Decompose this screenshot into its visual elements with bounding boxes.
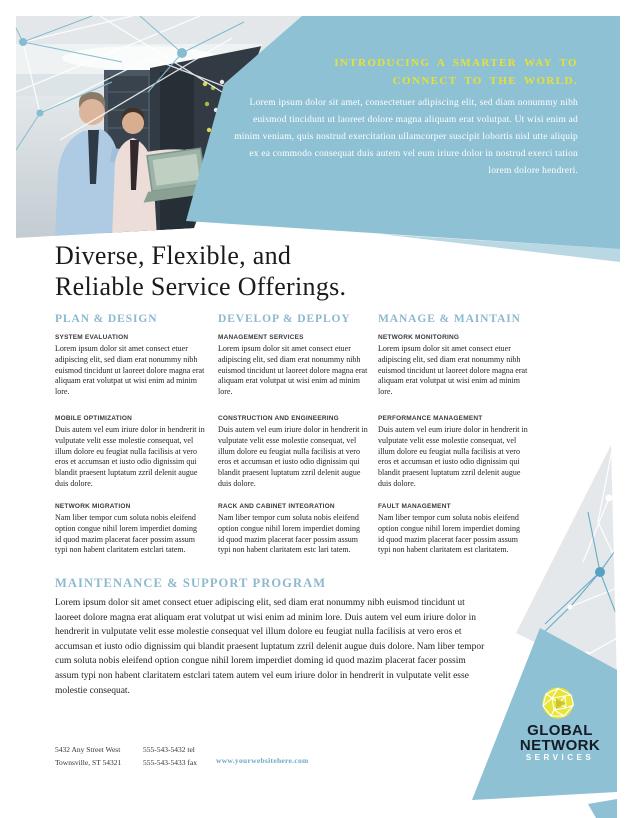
column-header: DEVELOP & DEPLOY xyxy=(218,313,351,325)
maintenance-section-body: Lorem ipsum dolor sit amet consect etuer adipiscing elit, sed diam erat nonummy nibh euismod tincidunt ut laoreet dolore magna erat aliquam erat volutpat ut wisi enim ad minim lore. Duis autem vel eum iriure dolor in hendrerit in vulputate velit esse molestie consequat vel illum dolore eu feugiat nulla facilisis at vero eros et accumsan et iusto odio dignissim qui blandit praesent luptatum zzril delenit augue duis dolore. Nam liber tempor cum soluta nobis eleifend option congue nihil lorem imperdiet doming id quod mazim placerat facer possim assum typi non habent claritatem estclari tatem autem vel eum iriure dolor in hendrerit in vulputate velit esse molestie consequat. xyxy=(55,598,485,696)
service-label: NETWORK MONITORING xyxy=(378,334,460,341)
headline-line1: Diverse, Flexible, and xyxy=(55,241,292,270)
banner-body-text: Lorem ipsum dolor sit amet, consectetuer adipiscing elit, sed diam nonummy nibh euismod tincidunt ut laoreet dolore magna aliquam erat volutpat. Ut wisi enim ad minim veniam, quis nostrud exercitation ullamcorper suscipit lobortis nisl utte aliquip ex ea commodo consequat duis autem vel eum iriure dolor in nostrud exerci tation lorem dolore hendreri. xyxy=(234,98,578,176)
service-body: Nam liber tempor cum soluta nobis eleifend option congue nihil lorem imperdiet doming id quod mazim placerat facer possim assum typi non habent claritatem estc lari tatem. xyxy=(218,513,360,555)
service-label: MOBILE OPTIMIZATION xyxy=(55,415,132,422)
logo-name-line1: GLOBAL xyxy=(527,722,593,739)
globe-icon xyxy=(543,688,574,719)
logo-tagline: SERVICES xyxy=(525,753,595,762)
headline-line2: Reliable Service Offerings. xyxy=(55,272,347,301)
footer-address-line1: 5432 Any Street West xyxy=(55,745,121,754)
service-body: Duis autem vel eum iriure dolor in hendrerit in vulputate velit esse molestie consequat, vel illum dolore eu feugiat nulla facilisis at vero eros et accumsan et iusto odio dignissim qui blandit praesent luptatum zzril delenit augue duis dolore. xyxy=(55,425,205,488)
banner-title-line1: INTRODUCING A SMARTER WAY TO xyxy=(334,57,578,69)
corner-shape xyxy=(588,799,617,818)
footer-phone-tel: 555-543-5432 tel xyxy=(143,745,195,754)
maintenance-section-header: MAINTENANCE & SUPPORT PROGRAM xyxy=(55,576,327,590)
service-block-performance-management xyxy=(378,415,528,490)
column-header: PLAN & DESIGN xyxy=(55,313,158,325)
service-body: Nam liber tempor cum soluta nobis eleifend option congue nihil lorem imperdiet doming id quod mazim placerat facer possim assum typi non habent claritatem est claritatem. xyxy=(378,513,520,555)
service-body: Lorem ipsum dolor sit amet consect etuer adipiscing elit, sed diam erat nonummy nibh euismod tincidunt ut laoreet dolore magna erat aliquam erat volutpat ut wisi enim ad minim lore. xyxy=(378,344,528,397)
footer-phones xyxy=(143,743,197,769)
footer-phone-fax: 555-543-5433 fax xyxy=(143,758,197,767)
banner-title-line2: CONNECT TO THE WORLD. xyxy=(392,74,578,87)
column-develop-deploy xyxy=(218,313,368,325)
service-block-network-migration xyxy=(55,503,205,556)
service-block-mobile-optimization xyxy=(55,415,205,490)
service-block-rack-cabinet-integration xyxy=(218,503,368,556)
page-headline xyxy=(55,240,346,302)
logo-wordmark xyxy=(505,724,615,753)
service-block-fault-management xyxy=(378,503,528,556)
service-label: MANAGEMENT SERVICES xyxy=(218,334,304,341)
service-body: Nam liber tempor cum soluta nobis eleifend option congue nihil lorem imperdiet doming id quod mazim placerat facer possim assum typi non habent claritatem estclari tatem. xyxy=(55,513,197,555)
column-header: MANAGE & MAINTAIN xyxy=(378,313,521,325)
website-link[interactable]: www.yourwebsitehere.com xyxy=(216,756,309,765)
service-block-construction-engineering xyxy=(218,415,368,490)
service-body: Lorem ipsum dolor sit amet consect etuer adipiscing elit, sed diam erat nonummy nibh euismod tincidunt ut laoreet dolore magna erat aliquam erat volutpat ut wisi enim ad minim lore. xyxy=(218,344,368,397)
service-block-management-services xyxy=(218,334,368,398)
service-label: SYSTEM EVALUATION xyxy=(55,334,129,341)
service-block-system-evaluation xyxy=(55,334,205,398)
service-block-network-monitoring xyxy=(378,334,528,398)
service-body: Lorem ipsum dolor sit amet consect etuer adipiscing elit, sed diam erat nonummy nibh euismod tincidunt ut laoreet dolore magna erat aliquam erat volutpat ut wisi enim ad minim lore. xyxy=(55,344,205,397)
footer-address-line2: Townsville, ST 54321 xyxy=(55,758,122,767)
footer-address xyxy=(55,743,121,769)
column-manage-maintain xyxy=(378,313,528,325)
service-label: RACK AND CABINET INTEGRATION xyxy=(218,503,335,510)
service-body: Duis autem vel eum iriure dolor in hendrerit in vulputate velit esse molestie consequat, vel illum dolore eu feugiat nulla facilisis at vero eros et accumsan et iusto odio dignissim qui blandit praesent luptatum zzril delenit augue duis dolore. xyxy=(218,425,368,488)
service-body: Duis autem vel eum iriure dolor in hendrerit in vulputate velit esse molestie consequat, vel illum dolore eu feugiat nulla facilisis at vero eros et accumsan et iusto odio dignissim qui blandit praesent luptatum zzril delenit augue duis dolore. xyxy=(378,425,528,488)
service-label: NETWORK MIGRATION xyxy=(55,503,131,510)
service-label: CONSTRUCTION AND ENGINEERING xyxy=(218,415,339,422)
logo-name-line2: NETWORK xyxy=(519,736,601,754)
column-plan-design xyxy=(55,313,205,325)
service-label: PERFORMANCE MANAGEMENT xyxy=(378,415,483,422)
service-label: FAULT MANAGEMENT xyxy=(378,503,451,510)
banner-title xyxy=(218,55,578,90)
